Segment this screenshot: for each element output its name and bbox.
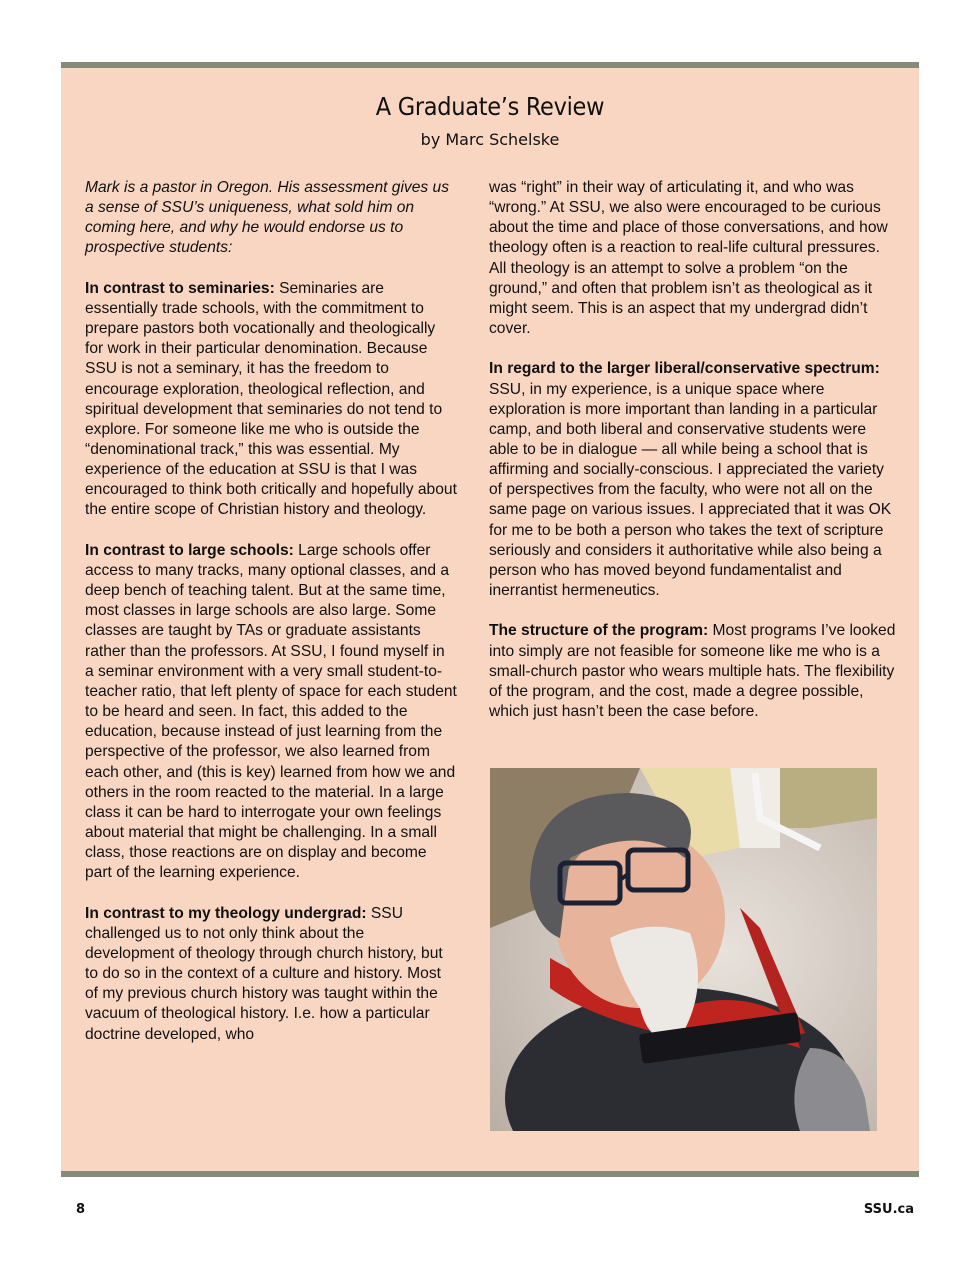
- site-url: SSU.ca: [863, 1202, 914, 1217]
- selfie-image-icon: [490, 768, 877, 1131]
- section-heading: In contrast to my theology undergrad:: [85, 904, 367, 922]
- section-heading: In contrast to seminaries:: [85, 279, 275, 297]
- section-program-structure: [489, 621, 899, 722]
- left-column: [85, 178, 457, 1065]
- section-body: SSU challenged us to not only think about the development of theology through church history, but to do so in the context of a culture and history. Most of my previous church history was taught within the vacuum of theological history. I.e. how a particular doctrine developed, who: [85, 904, 443, 1043]
- section-body: SSU, in my experience, is a unique space where exploration is more important than landing in a particular camp, and both liberal and conservative students were able to be in dialogue — all while being a school that is affirming and socially-conscious. I appreciated the variety of perspectives from the faculty, who were not all on the same page on various issues. I appreciated that it was OK for me to be both a person who takes the text of scripture seriously and considers it authoritative while also being a person who has moved beyond fundamentalist and inerrantist hermeneutics.: [489, 380, 892, 600]
- right-column: [489, 178, 899, 742]
- article-panel: [61, 62, 919, 1177]
- section-heading: In contrast to large schools:: [85, 541, 294, 559]
- author-photo: [490, 768, 877, 1131]
- article-title: A Graduate’s Review: [375, 92, 605, 121]
- page-number: 8: [76, 1202, 86, 1217]
- section-body: Most programs I’ve looked into simply are not feasible for someone like me who is a small-church pastor who wears multiple hats. The flexibility of the program, and the cost, made a degree possible, which just hasn’t been the case before.: [489, 622, 896, 721]
- section-body: Large schools offer access to many tracks, many optional classes, and a deep bench of teaching talent. But at the same time, most classes in large schools are also large. Some classes are taught by TAs or graduate assistants rather than the professors. At SSU, I found myself in a seminar environment with a very small student-to-teacher ratio, that left plenty of space for each student to be heard and seen. In fact, this added to the education, because instead of just learning from the perspective of the professor, we also learned from each other, and (this is key) learned from how we and others in the room reacted to the material. In a large class it can be hard to interrogate your own feelings about material that might be challenging. In a small class, those reactions are on display and become part of the learning experience.: [85, 541, 457, 882]
- section-undergrad: [85, 904, 457, 1045]
- section-heading: The structure of the program:: [489, 622, 709, 640]
- section-heading: In regard to the larger liberal/conservative spectrum:: [489, 360, 880, 378]
- intro-paragraph: Mark is a pastor in Oregon. His assessment gives us a sense of SSU’s uniqueness, what sold him on coming here, and why he would endorse us to prospective students:: [85, 179, 449, 257]
- section-undergrad-continued: was “right” in their way of articulating it, and who was “wrong.” At SSU, we also were encouraged to be curious about the time and place of those conversations, and how theology often is a reaction to real-life cultural pressures. All theology is an attempt to solve a problem “on the ground,” and often that problem isn’t as theological as it might seem. This is an aspect that my undergrad didn’t cover.: [489, 179, 888, 338]
- section-seminaries: [85, 279, 457, 521]
- article-byline: by Marc Schelske: [420, 130, 560, 149]
- section-body: Seminaries are essentially trade schools, with the commitment to prepare pastors both vocationally and theologically for work in their particular denomination. Because SSU is not a seminary, it has the freedom to encourage exploration, theological reflection, and spiritual development that seminaries do not tend to explore. For someone like me who is outside the “denominational track,” this was essential. My experience of the education at SSU is that I was encouraged to think both critically and hopefully about the entire scope of Christian history and theology.: [85, 279, 457, 519]
- section-large-schools: [85, 541, 457, 884]
- section-spectrum: [489, 359, 899, 601]
